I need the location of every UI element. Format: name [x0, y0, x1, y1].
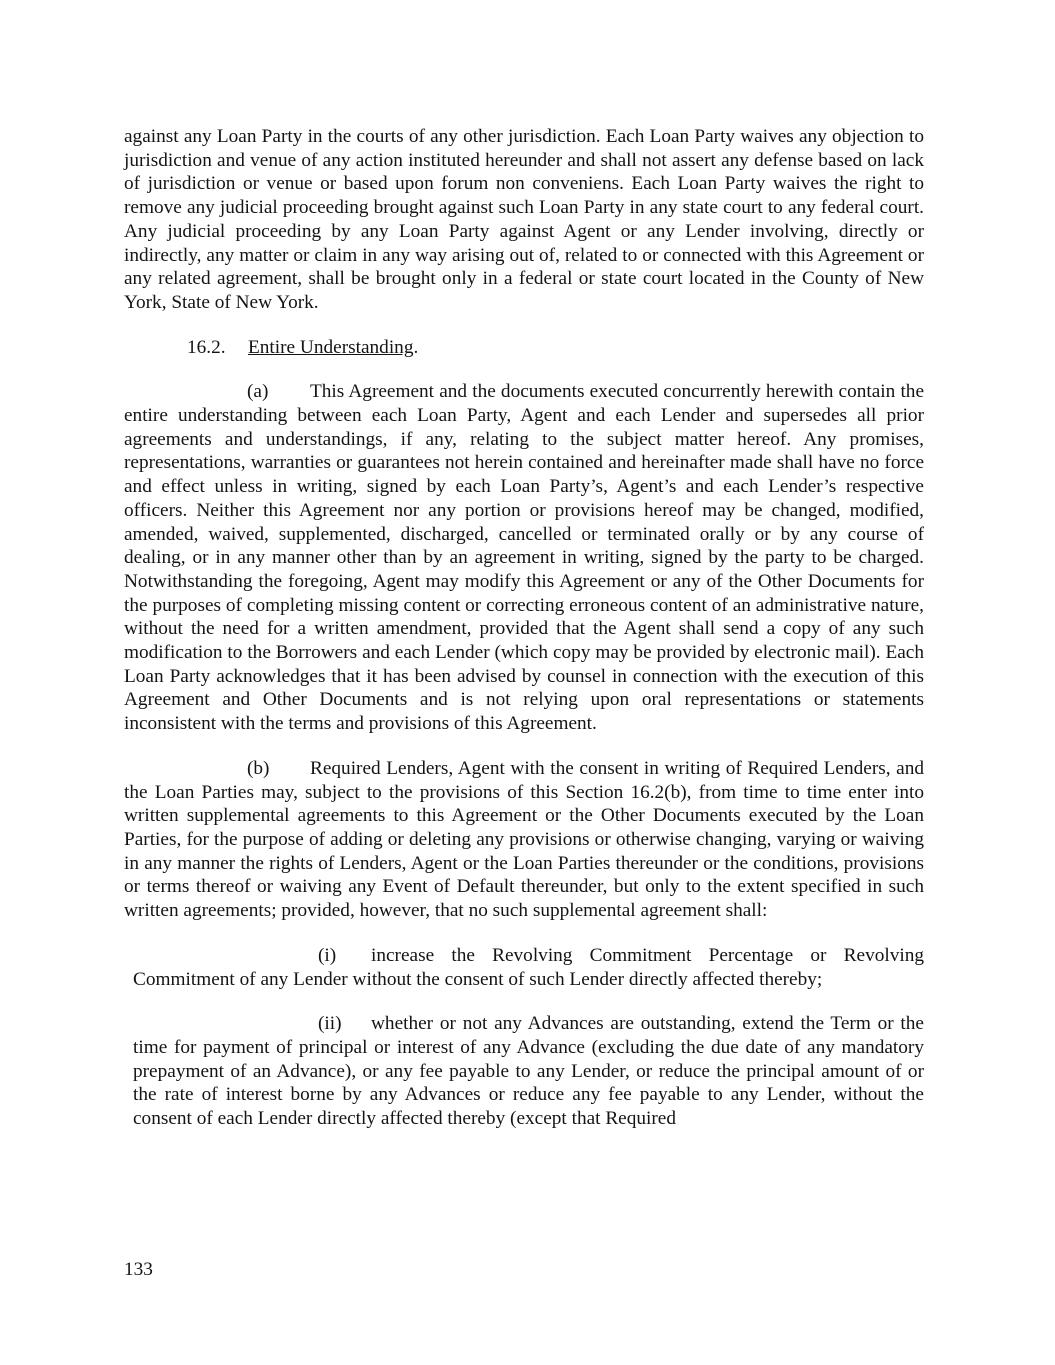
section-title: Entire Understanding [248, 336, 414, 358]
section-title-period: . [413, 336, 419, 358]
paragraph-a-text: This Agreement and the documents executed concurrently herewith contain the entire understanding between each Loan Party, Agent and each Lender and supersedes all prior agreements and understandings, if any, relating to the subject matter hereof. Any promises, representations, warranties or guarantees not herein contained and hereinafter made shall have no force and effect unless in writing, signed by each Loan Party’s, Agent’s and each Lender’s respective officers. Neither this Agreement nor any portion or provisions hereof may be changed, modified, amended, waived, supplemented, discharged, cancelled or terminated orally or by any course of dealing, or in any manner other than by an agreement in writing, signed by the party to be charged. Notwithstanding the foregoing, Agent may modify this Agreement or any of the Other Documents for the purposes of completing missing content or correcting erroneous content of an administrative nature, without the need for a written amendment, provided that the Agent shall send a copy of any such modification to the Borrowers and each Lender (which copy may be provided by electronic mail). Each Loan Party acknowledges that it has been advised by counsel in connection with the execution of this Agreement and Other Documents and is not relying upon oral representations or statements inconsistent with the terms and provisions of this Agreement. [124, 381, 924, 735]
paragraph-ii-text: whether or not any Advances are outstanding, extend the Term or the time for payment of principal or interest of any Advance (excluding the due date of any mandatory prepayment of an Advance), or any fee payable to any Lender, or reduce the principal amount of or the rate of interest borne by any Advances or reduce any fee payable to any Lender, without the consent of each Lender directly affected thereby (except that Required [133, 1013, 924, 1130]
paragraph-ii [133, 1012, 924, 1131]
document-page [124, 125, 924, 1152]
paragraph-b-text: Required Lenders, Agent with the consent in writing of Required Lenders, and the Loan Parties may, subject to the provisions of this Section 16.2(b), from time to time enter into written supplemental agreements to this Agreement or the Other Documents executed by the Loan Parties, for the purpose of adding or deleting any provisions or otherwise changing, varying or waiving in any manner the rights of Lenders, Agent or the Loan Parties thereunder or the conditions, provisions or terms thereof or waiving any Event of Default thereunder, but only to the extent specified in such written agreements; provided, however, that no such supplemental agreement shall: [124, 757, 924, 922]
paragraph-b-marker: (b) [247, 757, 270, 779]
paragraph-jurisdiction-continuation: against any Loan Party in the courts of any other jurisdiction. Each Loan Party waives any objection to jurisdiction and venue of any action instituted hereunder and shall not assert any defense based on lack of jurisdiction or venue or based upon forum non conveniens. Each Loan Party waives the right to remove any judicial proceeding brought against such Loan Party in any state court to any federal court. Any judicial proceeding by any Loan Party against Agent or any Lender involving, directly or indirectly, any matter or claim in any way arising out of, related to or connected with this Agreement or any related agreement, shall be brought only in a federal or state court located in the County of New York, State of New York. [124, 126, 924, 313]
paragraph-ii-marker: (ii) [318, 1013, 342, 1035]
paragraph-i-marker: (i) [318, 944, 337, 966]
paragraph-b [124, 757, 924, 923]
paragraph-a-marker: (a) [247, 381, 269, 403]
section-heading [187, 336, 924, 360]
paragraph-i [133, 944, 924, 991]
paragraph-i-text: increase the Revolving Commitment Percentage or Revolving Commitment of any Lender without the consent of such Lender directly affected thereby; [133, 944, 924, 990]
paragraph-a [124, 380, 924, 736]
page-number: 133 [124, 1259, 153, 1280]
section-number: 16.2. [187, 336, 226, 358]
